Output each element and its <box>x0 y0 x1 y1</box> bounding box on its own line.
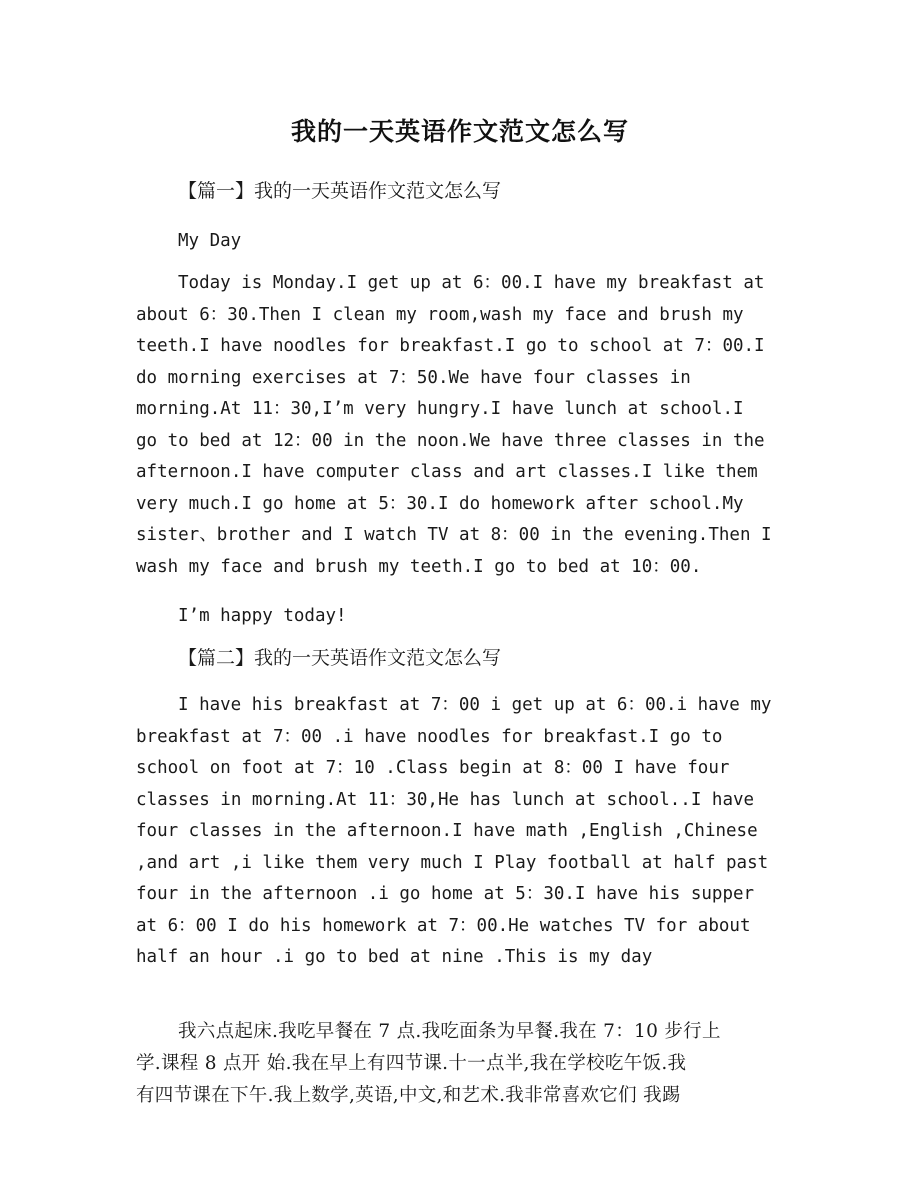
paragraph-line: classes in morning.At 11：30,He has lunch at school..I have <box>136 789 755 810</box>
paragraph-lines <box>136 690 786 974</box>
section-one <box>136 176 786 206</box>
paragraph-line: sister、brother and I watch TV at 8：00 in the evening.Then I <box>136 525 772 545</box>
chinese-line: 我六点起床.我吃早餐在 7 点.我吃面条为早餐.我在 7：10 步行上 <box>178 1021 721 1042</box>
paragraph-line: I have his breakfast at 7：00 i get up at 6：00.i have my <box>178 695 772 715</box>
chinese-line: 学.课程 8 点开 始.我在早上有四节课.十一点半,我在学校吃午饭.我 <box>136 1053 687 1074</box>
paragraph-line: do morning exercises at 7：50.We have four classes in <box>136 367 691 388</box>
paragraph-line: go to bed at 12：00 in the noon.We have three classes in the <box>136 430 765 451</box>
section-one-subtitle: My Day <box>178 231 242 251</box>
paragraph-line: school on foot at 7：10 .Class begin at 8：00 I have four <box>136 758 730 778</box>
section-one-heading: 【篇一】我的一天英语作文范文怎么写 <box>178 180 502 202</box>
paragraph-line: four in the afternoon .i go home at 5：30.I have his supper <box>136 884 755 904</box>
section-one-closing-block <box>136 601 786 633</box>
section-one-paragraph <box>136 268 786 583</box>
paragraph-line: breakfast at 7：00 .i have noodles for breakfast.I go to <box>136 726 723 747</box>
paragraph-line: at 6：00 I do his homework at 7：00.He watches TV for about <box>136 915 751 936</box>
paragraph-line: Today is Monday.I get up at 6：00.I have my breakfast at <box>178 273 765 293</box>
section-two-heading: 【篇二】我的一天英语作文范文怎么写 <box>178 647 502 669</box>
paragraph-line: four classes in the afternoon.I have math ,English ,Chinese <box>136 821 758 841</box>
section-two-chinese-paragraph <box>136 1016 786 1112</box>
document-title: 我的一天英语作文范文怎么写 <box>290 117 629 146</box>
paragraph-line: ,and art ,i like them very much I Play football at half past <box>136 852 769 873</box>
section-two <box>136 643 786 673</box>
paragraph-line: morning.At 11：30,I’m very hungry.I have lunch at school.I <box>136 399 744 419</box>
section-one-subtitle-block <box>136 226 786 258</box>
chinese-lines <box>136 1016 786 1112</box>
paragraph-lines <box>136 268 786 583</box>
chinese-line: 有四节课在下午.我上数学,英语,中文,和艺术.我非常喜欢它们 我踢 <box>136 1085 681 1106</box>
paragraph-line: wash my face and brush my teeth.I go to bed at 10：00. <box>136 556 702 577</box>
paragraph-line: about 6：30.Then I clean my room,wash my face and brush my <box>136 304 744 325</box>
paragraph-line: afternoon.I have computer class and art classes.I like them <box>136 462 758 482</box>
section-two-paragraph <box>136 690 786 974</box>
section-one-closing: I’m happy today! <box>178 606 347 626</box>
paragraph-line: half an hour .i go to bed at nine .This is my day <box>136 947 653 967</box>
paragraph-line: very much.I go home at 5：30.I do homework after school.My <box>136 493 744 514</box>
paragraph-line: teeth.I have noodles for breakfast.I go to school at 7：00.I <box>136 336 765 356</box>
